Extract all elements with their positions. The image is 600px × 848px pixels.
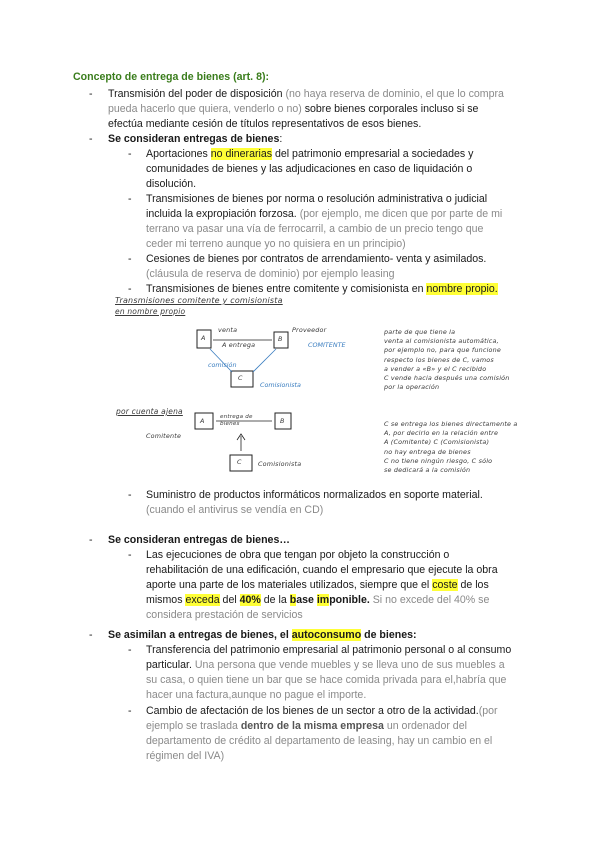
highlight: exceda: [185, 594, 220, 606]
text: Transmisión del poder de disposición: [108, 88, 286, 100]
subitem-ejecuciones-obra: Las ejecuciones de obra que tengan por objeto la construcción o rehabilitación de una edificación, cuando el empresario que ejecute la obra aporte una parte de los materiales utilizados, siempre que el coste de los mismos exceda del 40% de la base imponible. Si no excede del 40% se considera prestación de servicios: [146, 549, 498, 621]
label-comitente-2: Comitente: [146, 432, 182, 440]
section-title-concepto: Concepto de entrega de bienes (art. 8):: [73, 71, 270, 83]
bullet-dash: -: [89, 133, 93, 145]
text: hacer una factura,aunque no pague el importe.: [146, 689, 367, 701]
subitem-cambio-afectacion: Cambio de afectación de los bienes de un sector a otro de la actividad.(por ejemplo se traslada dentro de la misma empresa un ordenador del departamento de crédito al departamento de leasing, hay un cambio en el régimen del IVA): [146, 705, 498, 762]
subitem-transferencia: Transferencia del patrimonio empresarial al patrimonio personal o al consumo particular. Una persona que vende muebles y se lleva uno de sus muebles a su casa, o quien tiene un bar que se hace comida privada para el,habría que hacer una factura,aunque no pague el importe.: [146, 644, 512, 701]
label-comitente-blue: COMITENTE: [308, 341, 346, 349]
item-consideran-2: Se consideran entregas de bienes…: [108, 534, 290, 546]
text: Las ejecuciones de obra que tengan por objeto la construcción o: [146, 549, 450, 561]
text: considera prestación de servicios: [146, 609, 303, 621]
highlight: autoconsumo: [291, 629, 362, 641]
bullet-dash: -: [128, 705, 132, 717]
bullet-dash: -: [128, 193, 132, 205]
bullet-dash: -: [128, 644, 132, 656]
label-venta: venta: [218, 326, 238, 334]
text: sobre bienes corporales incluso si se: [301, 103, 479, 115]
text: Aportaciones: [146, 148, 211, 160]
handwritten-heading-2: por cuenta ajena: [116, 407, 183, 416]
bullet-dash: -: [128, 489, 132, 501]
text: incluida la expropiación forzosa.: [146, 208, 297, 220]
text: Cesiones de bienes por contratos de arrendamiento- venta y asimilados.: [146, 253, 487, 265]
text: comunidades de bienes y las adjudicaciones en caso de liquidación o: [146, 163, 473, 175]
text: (no haya reserva de dominio, el que lo compra: [285, 88, 504, 100]
bullet-dash: -: [128, 549, 132, 561]
text: su casa, o quien tiene un bar que se hace comida privada para el,habría que: [146, 674, 507, 686]
text: régimen del IVA): [146, 750, 225, 762]
handwritten-note-1: parte de que tiene la venta al comisionista automática, por ejemplo no, para que funcione respecto los bienes de C, vamos a vender a «B» y el C recibido C vende hacia después una comisión por la operación: [384, 328, 510, 392]
text: Se consideran entregas de bienes: [108, 133, 280, 145]
text: rehabilitación de una edificación, cuando el empresario que ejecute la obra: [146, 564, 498, 576]
text: del patrimonio empresarial a sociedades y: [272, 148, 474, 160]
bullet-dash: -: [128, 283, 132, 295]
text: :: [279, 133, 283, 145]
text: Transmisiones de bienes entre comitente y comisionista en: [146, 283, 427, 295]
subitem-suministro: [146, 488, 483, 518]
label-a2: A: [200, 417, 205, 425]
text: Transmisiones de bienes por norma o resolución administrativa o judicial: [146, 193, 488, 205]
label-comision: comisión: [208, 361, 237, 369]
item-autoconsumo: Se asimilan a entregas de bienes, el autoconsumo de bienes:: [108, 629, 417, 641]
label-entrega-bienes: entrega de bienes: [220, 414, 253, 427]
text: ceder mi terreno aunque yo no quisiera en un principio): [146, 238, 406, 250]
highlight: im: [316, 594, 330, 606]
text: departamento de crédito al departamento de leasing, hay un cambio en el: [146, 735, 493, 747]
bullet-dash: -: [128, 253, 132, 265]
bullet-dash: -: [89, 88, 93, 100]
text: (cuando el antivirus se vendía en CD): [146, 504, 324, 516]
label-a: A: [201, 334, 206, 342]
highlight: 40%: [239, 594, 261, 606]
highlight: coste: [432, 579, 458, 591]
text: (por ejemplo, me dicen que por parte de mi: [296, 208, 503, 220]
bullet-dash: -: [128, 148, 132, 160]
bullet-dash: -: [89, 534, 93, 546]
label-b2: B: [280, 417, 285, 425]
text: Transferencia del patrimonio empresarial al patrimonio personal o al consumo: [146, 644, 512, 656]
label-c: C: [238, 374, 243, 382]
text: efectúa mediante cesión de títulos representativos de esos bienes.: [108, 118, 422, 130]
highlight: no dinerarias: [210, 148, 273, 160]
highlight: b: [289, 594, 297, 606]
text: pueda hacerlo que quiera, venderlo o no): [108, 103, 302, 115]
handwritten-heading: Transmisiones comitente y comisionista: [115, 296, 283, 305]
highlight: nombre propio.: [426, 283, 498, 295]
bullet-dash: -: [89, 629, 93, 641]
label-c2: C: [237, 458, 242, 466]
text: (cláusula de reserva de dominio) por ejemplo leasing: [146, 268, 395, 280]
text: Suministro de productos informáticos normalizados en soporte material.: [146, 489, 483, 501]
label-proveedor: Proveedor: [292, 326, 327, 334]
handwritten-note-2: C se entrega los bienes directamente a A, por decirlo en la relación entre A (Comitente) C (Comisionista) no hay entrega de bienes C no tiene ningún riesgo, C sólo se dedicará a la comisión: [384, 420, 518, 475]
label-comisionista-2: Comisionista: [258, 460, 302, 468]
text: terrano va pasar una vía de ferrocarril, a cambio de un precio tengo que: [146, 223, 484, 235]
label-comisionista: Comisionista: [260, 381, 301, 389]
handwritten-subheading: en nombre propio: [115, 307, 186, 316]
label-a-entrega: A entrega: [222, 341, 256, 349]
label-b: B: [278, 335, 283, 343]
arrow-b-c: [253, 349, 276, 372]
text: disolución.: [146, 178, 197, 190]
